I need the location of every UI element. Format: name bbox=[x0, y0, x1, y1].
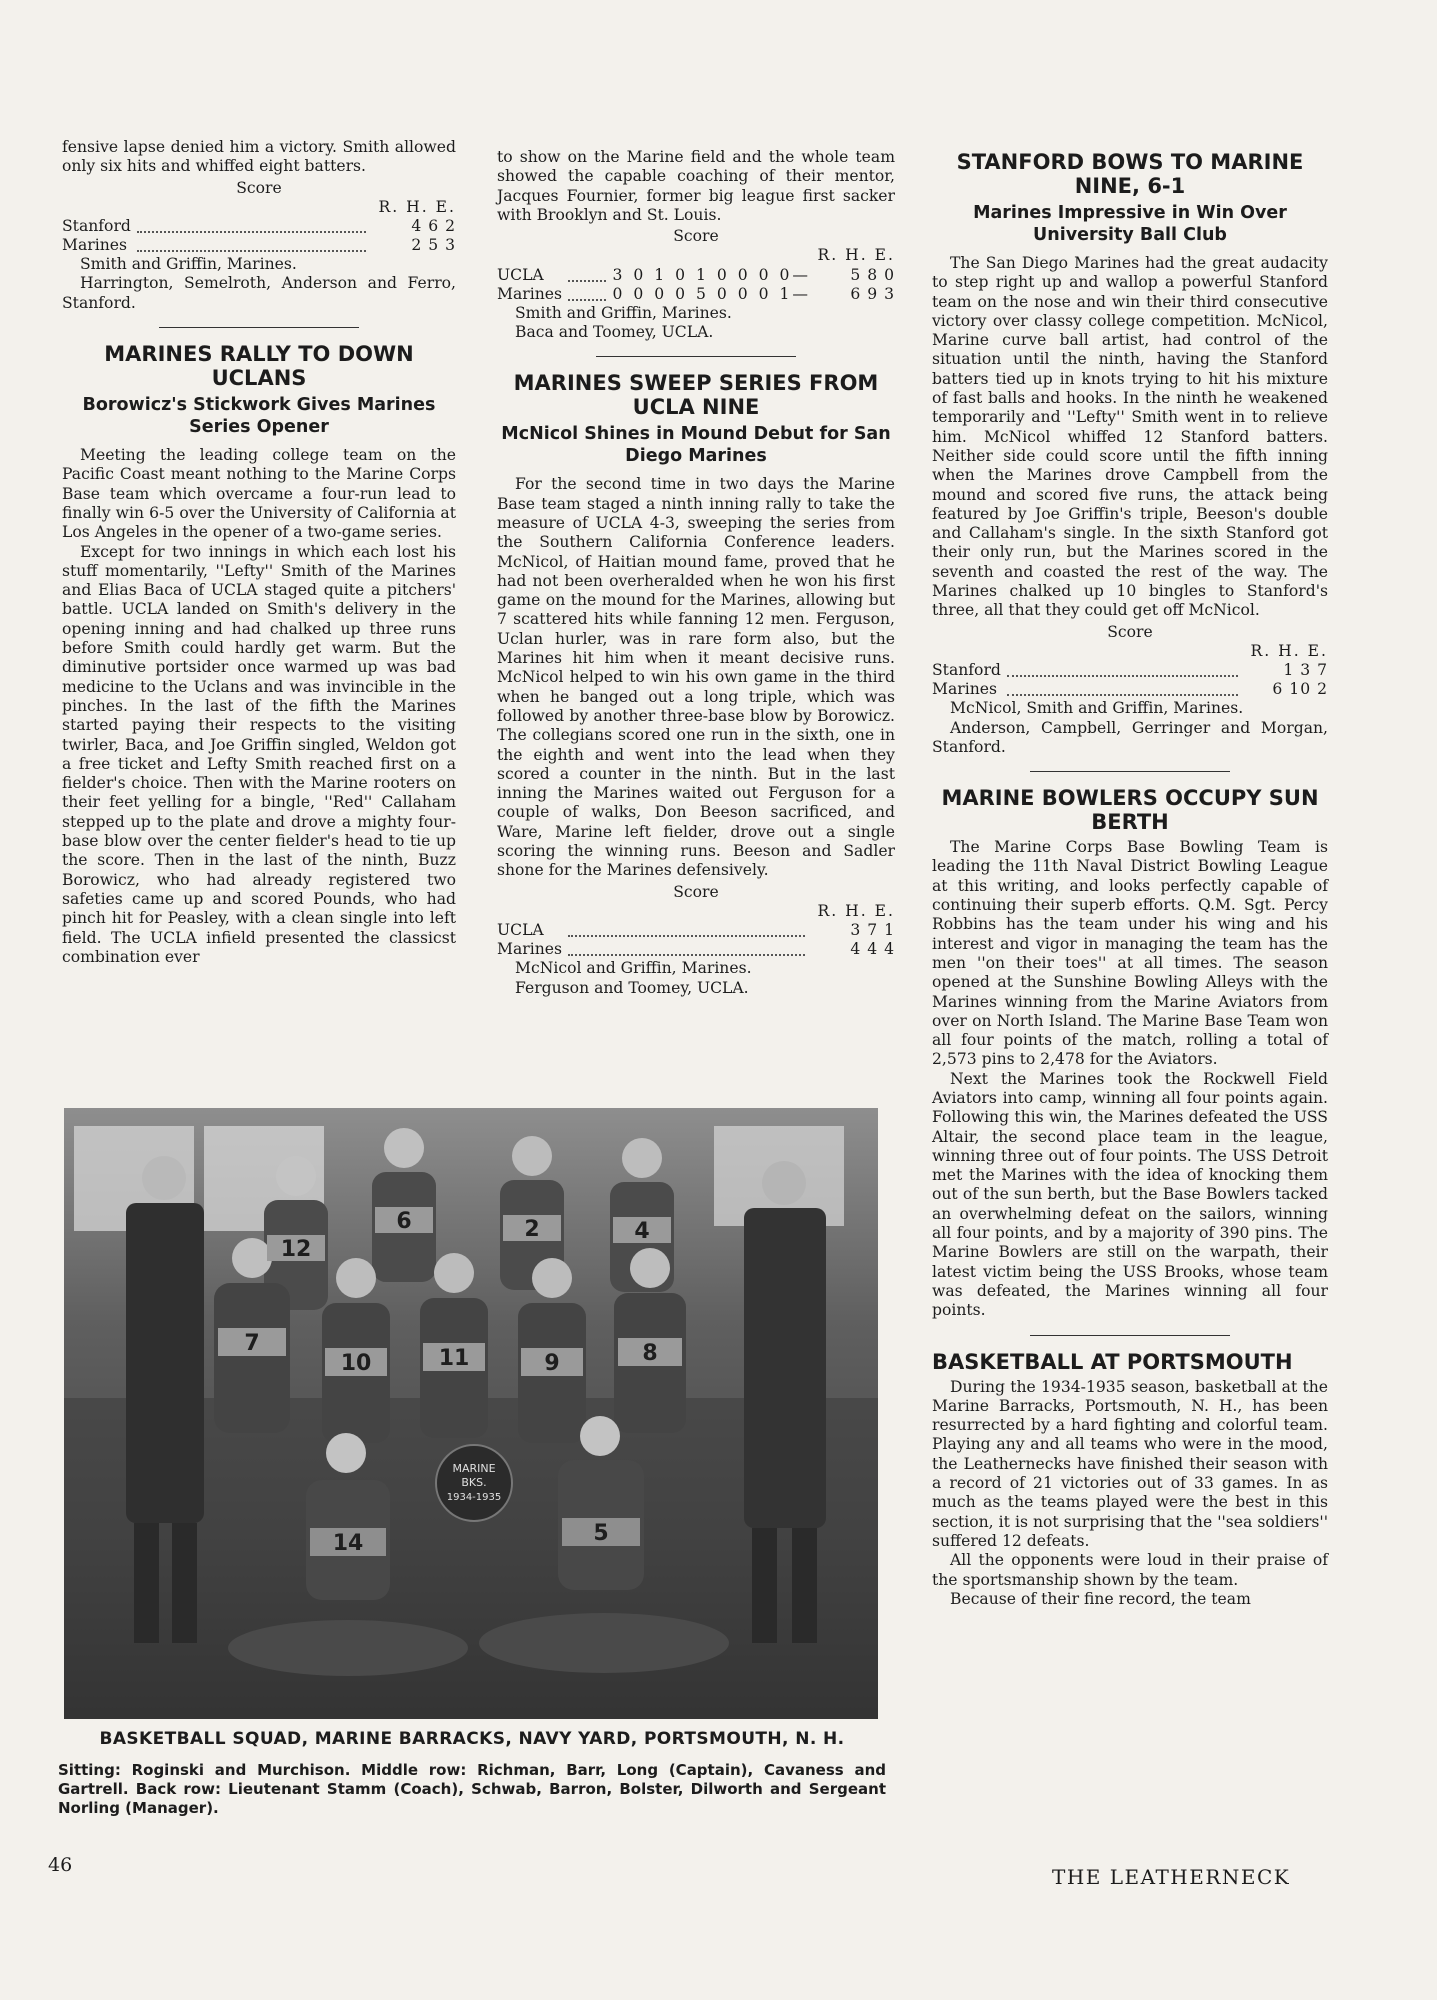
leader-dots bbox=[131, 236, 372, 255]
caption-names: Sitting: Roginski and Murchison. Middle row: Richman, Barr, Long (Captain), Cavaness and Gartrell. Back row: Lieutenant Stamm (Coach), Schwab, Barron, Bolster, Dilworth and Sergeant Norling (Manager). bbox=[58, 1761, 886, 1817]
col1-intro: fensive lapse denied him a victory. Smith allowed only six hits and whiffed eight batters. bbox=[62, 138, 456, 176]
headline-portsmouth: BASKETBALL AT PORTSMOUTH bbox=[932, 1349, 1293, 1374]
leader-dots bbox=[1001, 680, 1244, 699]
jersey-number: 12 bbox=[280, 1237, 312, 1262]
team-photo-illustration bbox=[64, 1108, 878, 1719]
table-row bbox=[62, 217, 456, 236]
col3-score-header: R. H. E. bbox=[1250, 641, 1328, 660]
leader-dots bbox=[562, 921, 811, 940]
table-row bbox=[932, 680, 1328, 699]
article-paragraph: All the opponents were loud in their praise of the sportsmanship shown by the team. bbox=[932, 1551, 1328, 1589]
table-row bbox=[932, 661, 1328, 680]
article-paragraph: For the second time in two days the Marine Base team staged a ninth inning rally to take the measure of UCLA 4-3, sweeping the series from the Southern California Conference leaders. McNicol, of Haitian mound fame, proved that he had not been overheralded when he won his first game on the mound for the Marines, allowing but 7 scattered hits while fanning 12 men. Ferguson, Uclan hurler, was in rare form also, but the Marines hit him when it meant decisive runs. McNicol helped to win his own game in the third when he banged out a long triple, which was followed by another three-base blow by Borowicz. The collegians scored one run in the sixth, one in the eighth and went into the lead when they scored a counter in the ninth. But in the last inning the Marines waited out Ferguson for a couple of walks, Don Beeson sacrificed, and Ware, Marine left fielder, drove out a single scoring the winning runs. Beeson and Sadler shone for the Marines defensively. bbox=[497, 475, 895, 880]
col3-score-title: Score bbox=[1107, 622, 1153, 641]
jersey-number: 4 bbox=[634, 1219, 650, 1244]
rhe-values: 4 4 4 bbox=[850, 940, 895, 959]
jersey-number: 14 bbox=[332, 1531, 364, 1556]
team-name: Marines bbox=[932, 680, 997, 699]
headline-sweep: MARINES SWEEP SERIES FROM UCLA NINE bbox=[513, 371, 879, 420]
article-paragraph: Meeting the leading college team on the Pacific Coast meant nothing to the Marine Corps Base team which overcame a four-run lead to finally win 6-5 over the University of California at Los Angeles in the opener of a two-game series. bbox=[62, 446, 456, 542]
headline-rally: MARINES RALLY TO DOWN UCLANS bbox=[104, 342, 414, 391]
magazine-name: THE LEATHERNECK bbox=[1052, 1865, 1291, 1889]
battery-line: Anderson, Campbell, Gerringer and Morgan, Stanford. bbox=[932, 718, 1328, 756]
jersey-number: 5 bbox=[593, 1521, 609, 1546]
rhe-values: 2 5 3 bbox=[411, 236, 456, 255]
deck-stanford: Marines Impressive in Win Over University Ball Club bbox=[973, 203, 1287, 245]
jersey-number: 11 bbox=[438, 1346, 470, 1371]
article-paragraph: The San Diego Marines had the great audacity to step right up and wallop a powerful Stanford team on the nose and win their third consecutive victory over classy college competition. McNicol, Marine curve ball artist, had control of the situation until the ninth, having the Stanford batters tied up in knots trying to hit his mixture of fast balls and hooks. In the ninth he weakened temporarily and ''Lefty'' Smith went in to relieve him. McNicol whiffed 12 Stanford batters. Neither side could score until the fifth inning when the Marines drove Campbell from the mound and scored five runs, the attack being featured by Joe Griffin's triple, Beeson's double and Callaham's single. In the sixth Stanford got their only run, but the Marines scored in the seventh and coasted the rest of the way. The Marines chalked up 10 bingles to Stanford's three, all that they could get off McNicol. bbox=[932, 254, 1328, 620]
col3-box-score bbox=[932, 661, 1328, 699]
page-number: 46 bbox=[48, 1854, 73, 1876]
article-paragraph: Except for two innings in which each lost his stuff momentarily, ''Lefty'' Smith of the Marines and Elias Baca of UCLA staged quite a pitchers' battle. UCLA landed on Smith's delivery in the opening inning and had chalked up three runs before Smith could hardly get warm. But the diminutive portsider once warmed up was bad medicine to the Uclans and was invincible in the pinches. In the last of the fifth the Marines started paying their respects to the visiting twirler, Baca, and Joe Griffin singled, Weldon got a free ticket and Lefty Smith reached first on a fielder's choice. Then with the Marine rooters on their feet yelling for a bingle, ''Red'' Callaham stepped up to the plate and drove a mighty four-base blow over the center fielder's head to tie up the score. Then in the last of the ninth, Buzz Borowicz, who had already registered two safeties came up and scored Pounds, who had pinch hit for Peasley, with a clean single into left field. The UCLA infield presented the classicst combination ever bbox=[62, 542, 456, 966]
leader-dots bbox=[562, 285, 612, 304]
jersey-number: 9 bbox=[544, 1351, 560, 1376]
leader-dots bbox=[562, 266, 612, 285]
article-paragraph: Because of their fine record, the team bbox=[950, 1589, 1251, 1608]
rhe-values: 4 6 2 bbox=[411, 217, 456, 236]
column-2 bbox=[497, 148, 895, 998]
divider bbox=[159, 327, 359, 328]
rhe-values: 1 3 7 bbox=[1283, 661, 1328, 680]
jersey-number: 6 bbox=[396, 1209, 412, 1234]
battery-line: McNicol and Griffin, Marines. bbox=[515, 959, 752, 978]
ball-text: BKS. bbox=[461, 1476, 487, 1489]
col2-line-score bbox=[497, 266, 895, 304]
rhe-values: 3 7 1 bbox=[850, 921, 895, 940]
battery-line: Smith and Griffin, Marines. bbox=[80, 255, 297, 274]
team-name: UCLA bbox=[497, 921, 544, 940]
photo-caption bbox=[58, 1729, 886, 1818]
headline-stanford: STANFORD BOWS TO MARINE NINE, 6-1 bbox=[956, 150, 1304, 198]
rhe-values: 6 10 2 bbox=[1272, 680, 1328, 699]
deck-sweep: McNicol Shines in Mound Debut for San Diego Marines bbox=[501, 424, 891, 467]
caption-title: BASKETBALL SQUAD, MARINE BARRACKS, NAVY YARD, PORTSMOUTH, N. H. bbox=[99, 1729, 845, 1749]
col2-score2-header: R. H. E. bbox=[817, 901, 895, 920]
leader-dots bbox=[562, 940, 811, 959]
basketball-icon bbox=[436, 1445, 512, 1521]
innings: 0 0 0 0 5 0 0 0 1— bbox=[612, 284, 811, 303]
article-paragraph: Next the Marines took the Rockwell Field Aviators into camp, winning all four points again. Following this win, the Marines defeated the USS Altair, the second place team in the league, winning three out of four points. The USS Detroit met the Marines with the idea of knocking them out of the sun berth, but the Base Bowlers tacked an overwhelming defeat on the sailors, winning all four points, and by a majority of 390 pins. The Marine Bowlers are still on the warpath, their latest victim being the USS Brooks, whose team was defeated, the Marines winning all four points. bbox=[932, 1069, 1328, 1320]
col2-score-title: Score bbox=[673, 227, 719, 246]
column-3 bbox=[932, 138, 1328, 1609]
team-name: Marines bbox=[62, 236, 127, 255]
divider bbox=[1030, 1335, 1230, 1336]
battery-line: Smith and Griffin, Marines. bbox=[515, 303, 732, 322]
battery-line: Ferguson and Toomey, UCLA. bbox=[515, 978, 749, 997]
jersey-number: 2 bbox=[524, 1217, 540, 1242]
jersey-number: 7 bbox=[244, 1331, 260, 1356]
jersey-number: 8 bbox=[642, 1341, 658, 1366]
col2-box-score bbox=[497, 921, 895, 959]
column-1 bbox=[62, 138, 456, 967]
table-row bbox=[497, 266, 895, 285]
divider bbox=[1030, 771, 1230, 772]
deck-rally: Borowicz's Stickwork Gives Marines Series Opener bbox=[82, 395, 436, 438]
article-paragraph: The Marine Corps Base Bowling Team is leading the 11th Naval District Bowling League at this writing, and looks perfectly capable of continuing their superb efforts. Q.M. Sgt. Percy Robbins has the team under his wing and his interest and vigor in managing the team has the men ''on their toes'' at all times. The season opened at the Sunshine Bowling Alleys with the Marines winning from the Marine Aviators from over on North Island. The Marine Base Team won all four points of the match, rolling a total of 2,573 pins to 2,478 for the Aviators. bbox=[932, 838, 1328, 1069]
col1-score-title: Score bbox=[236, 178, 282, 197]
rhe-values: 5 8 0 bbox=[850, 265, 895, 284]
headline-bowlers: MARINE BOWLERS OCCUPY SUN BERTH bbox=[941, 786, 1319, 835]
ball-text: 1934-1935 bbox=[446, 1492, 502, 1503]
team-name: Marines bbox=[497, 940, 562, 959]
leader-dots bbox=[131, 217, 372, 236]
col2-score-header: R. H. E. bbox=[817, 246, 895, 265]
team-name: UCLA bbox=[497, 265, 544, 284]
article-paragraph: During the 1934-1935 season, basketball at the Marine Barracks, Portsmouth, N. H., has been resurrected by a hard fighting and colorful team. Playing any and all teams who were in the mood, the Leathernecks have finished their season with a record of 21 victories out of 33 games. In as much as the teams played were the best in this section, it is not surprising that the ''sea soldiers'' suffered 12 defeats. bbox=[932, 1377, 1328, 1550]
leader-dots bbox=[1001, 661, 1244, 680]
team-name: Marines bbox=[497, 284, 562, 303]
battery-line: Baca and Toomey, UCLA. bbox=[515, 323, 714, 342]
col2-intro: to show on the Marine field and the whole team showed the capable coaching of their mentor, Jacques Fournier, former big league first sacker with Brooklyn and St. Louis. bbox=[497, 148, 895, 224]
battery-line: Harrington, Semelroth, Anderson and Ferro, Stanford. bbox=[62, 274, 456, 312]
ball-text: MARINE bbox=[452, 1462, 496, 1475]
innings: 3 0 1 0 1 0 0 0 0— bbox=[612, 265, 811, 284]
table-row bbox=[497, 940, 895, 959]
table-row bbox=[497, 285, 895, 304]
team-name: Stanford bbox=[932, 661, 1001, 680]
table-row bbox=[497, 921, 895, 940]
battery-line: McNicol, Smith and Griffin, Marines. bbox=[950, 699, 1244, 718]
col1-box-score bbox=[62, 217, 456, 255]
rhe-values: 6 9 3 bbox=[850, 284, 895, 303]
table-row bbox=[62, 236, 456, 255]
team-name: Stanford bbox=[62, 217, 131, 236]
team-photo bbox=[64, 1108, 878, 1719]
divider bbox=[596, 356, 796, 357]
col2-score2-title: Score bbox=[673, 882, 719, 901]
jersey-number: 10 bbox=[340, 1351, 372, 1376]
col1-score-header: R. H. E. bbox=[378, 197, 456, 216]
